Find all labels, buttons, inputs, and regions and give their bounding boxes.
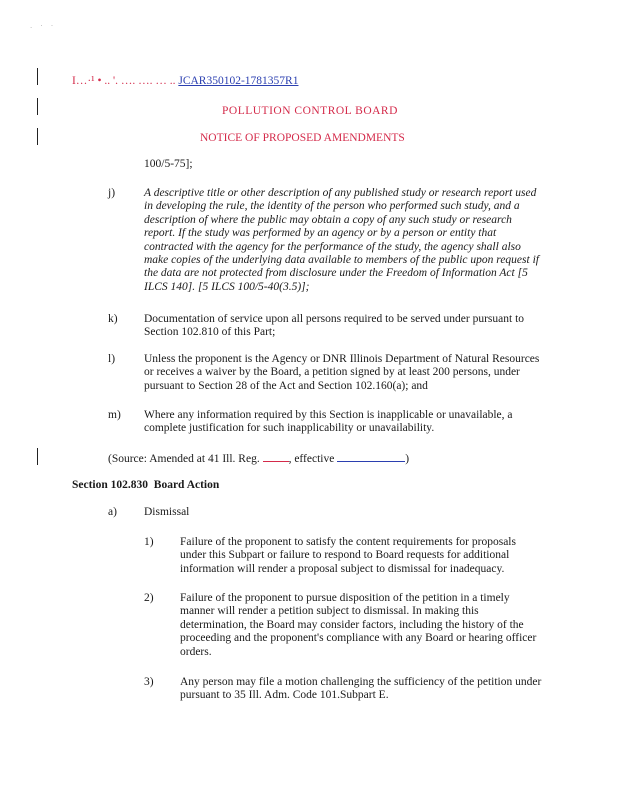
change-bar xyxy=(37,98,38,115)
item-text: Documentation of service upon all persons required to be served under pursuant to Section 102.810 of this Part; xyxy=(144,313,525,339)
notice-title xyxy=(200,131,405,145)
source-note-suffix: ) xyxy=(405,453,410,465)
scan-marks: . · · xyxy=(30,22,57,30)
notice-subtitle: OF PROPOSED AMENDMENTS xyxy=(242,132,405,144)
subitem-marker: 3) xyxy=(144,676,154,688)
subitem-marker: 1) xyxy=(144,536,154,548)
effective-date-blank xyxy=(337,452,405,462)
source-note-prefix: (Source: Amended at 41 Ill. Reg. xyxy=(108,453,263,465)
header-line-1-prefix: I…·¹ • .. '. …. …. … .. xyxy=(72,75,176,87)
section-heading xyxy=(72,479,219,492)
item-marker: m) xyxy=(108,409,121,421)
register-blank xyxy=(263,452,289,462)
subsection-label: Dismissal xyxy=(144,506,190,518)
item-marker: j) xyxy=(108,187,116,199)
subitem-text: Any person may file a motion challenging the sufficiency of the petition under pursuant to 35 Ill. Adm. Code 101.Subpart E. xyxy=(180,676,542,702)
notice-label: NOTICE xyxy=(200,132,243,144)
agency-title: POLLUTION CONTROL BOARD xyxy=(222,105,398,117)
item-marker: k) xyxy=(108,313,118,325)
change-bar xyxy=(37,448,38,465)
change-bar xyxy=(37,68,38,85)
subitem-marker: 2) xyxy=(144,592,154,604)
subitem-text: Failure of the proponent to pursue disposition of the petition in a timely manner will render a petition subject to dismissal. In making this determination, the Board may consider factors, including the history of the proceeding and the proponent's compliance with any Board or hearing officer orders. xyxy=(180,592,537,658)
change-bar xyxy=(37,128,38,145)
item-text: Unless the proponent is the Agency or DNR Illinois Department of Natural Resources or receives a waiver by the Board, a petition signed by at least 200 persons, under pursuant to Section 28 of the Act and Section 102.160(a); and xyxy=(144,353,540,392)
jcar-code: JCAR350102-1781357R1 xyxy=(178,75,299,87)
subitem-text: Failure of the proponent to satisfy the content requirements for proposals under this Subpart or failure to respond to Board requests for additional information will render a proposal subject to dismissal for inadequacy. xyxy=(180,536,516,575)
source-note xyxy=(108,452,409,466)
item-marker: l) xyxy=(108,353,116,365)
source-note-middle: , effective xyxy=(288,453,338,465)
section-title: Board Action xyxy=(153,479,220,491)
item-text: Where any information required by this Section is inapplicable or unavailable, a complete justification for such inapplicability or unavailability. xyxy=(144,409,513,435)
subsection-marker: a) xyxy=(108,506,117,518)
section-number: Section 102.830 xyxy=(72,479,149,491)
header-line-1 xyxy=(72,74,298,88)
continuation-text: 100/5-75]; xyxy=(144,158,193,170)
item-text: A descriptive title or other description of any published study or research report used in developing the rule, the identity of the person who performed such study, and a description of where the public may obtain a copy of any such study or research report. If the study was performed by an agency or by a person or entity that contracted with the agency for the performance of the study, the agency shall also make copies of the underlying data available to members of the public upon request if the data are not protected from disclosure under the Freedom of Information Act [5 ILCS 140]. [5 ILCS 100/5-40(3.5)]; xyxy=(144,187,539,293)
